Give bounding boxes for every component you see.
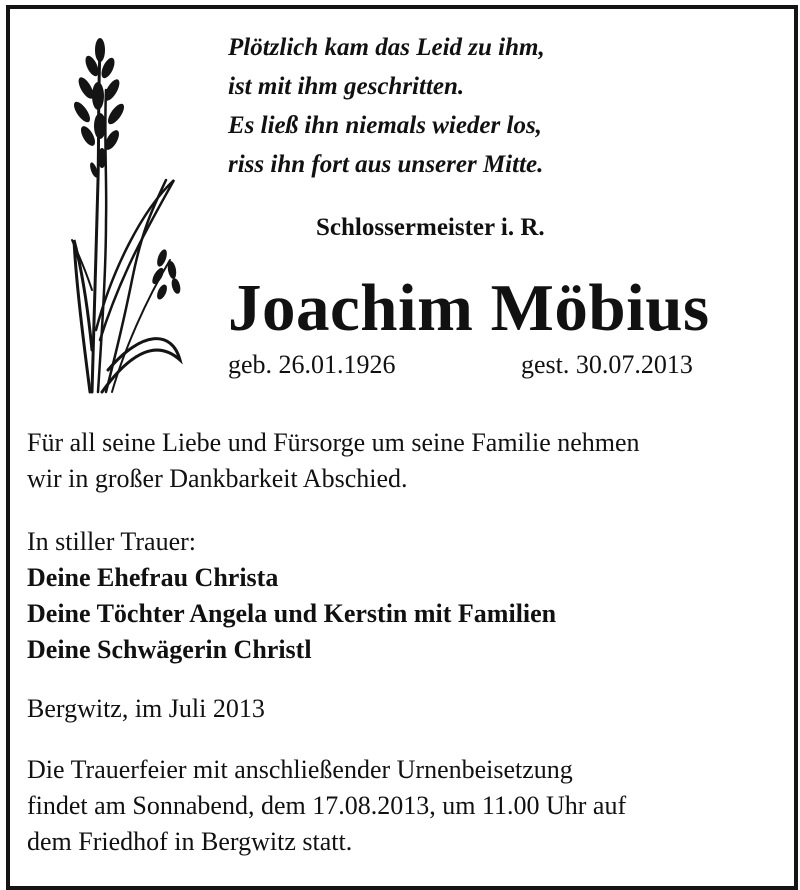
death-date: gest. 30.07.2013: [521, 350, 693, 379]
grass-plant-icon: [62, 30, 186, 400]
ceremony-text: [27, 752, 626, 860]
occupation-title: Schlossermeister i. R.: [316, 214, 545, 241]
farewell-line: Für all seine Liebe und Fürsorge um seine Familie nehmen: [27, 428, 640, 457]
poem: [228, 28, 748, 184]
poem-line: Es ließ ihn niemals wieder los,: [228, 112, 542, 139]
mourners-intro: In stiller Trauer:: [27, 527, 196, 556]
ceremony-line: findet am Sonnabend, dem 17.08.2013, um 11.00 Uhr auf: [27, 791, 627, 820]
mourner-name: Deine Töchter Angela und Kerstin mit Familien: [27, 599, 557, 628]
farewell-line: wir in großer Dankbarkeit Abschied.: [27, 464, 408, 493]
ceremony-line: dem Friedhof in Bergwitz statt.: [27, 827, 353, 856]
mourner-name: Deine Ehefrau Christa: [27, 563, 279, 592]
mourner-name: Deine Schwägerin Christl: [27, 635, 312, 664]
farewell-text: [27, 425, 640, 497]
poem-line: riss ihn fort aus unserer Mitte.: [228, 151, 544, 178]
poem-line: Plötzlich kam das Leid zu ihm,: [228, 34, 545, 61]
place-date: Bergwitz, im Juli 2013: [27, 694, 265, 723]
deceased-name: Joachim Möbius: [228, 271, 710, 345]
poem-line: ist mit ihm geschritten.: [228, 73, 465, 100]
mourners-block: [27, 524, 556, 668]
ceremony-line: Die Trauerfeier mit anschließender Urnenbeisetzung: [27, 755, 573, 784]
birth-date: geb. 26.01.1926: [228, 350, 396, 379]
